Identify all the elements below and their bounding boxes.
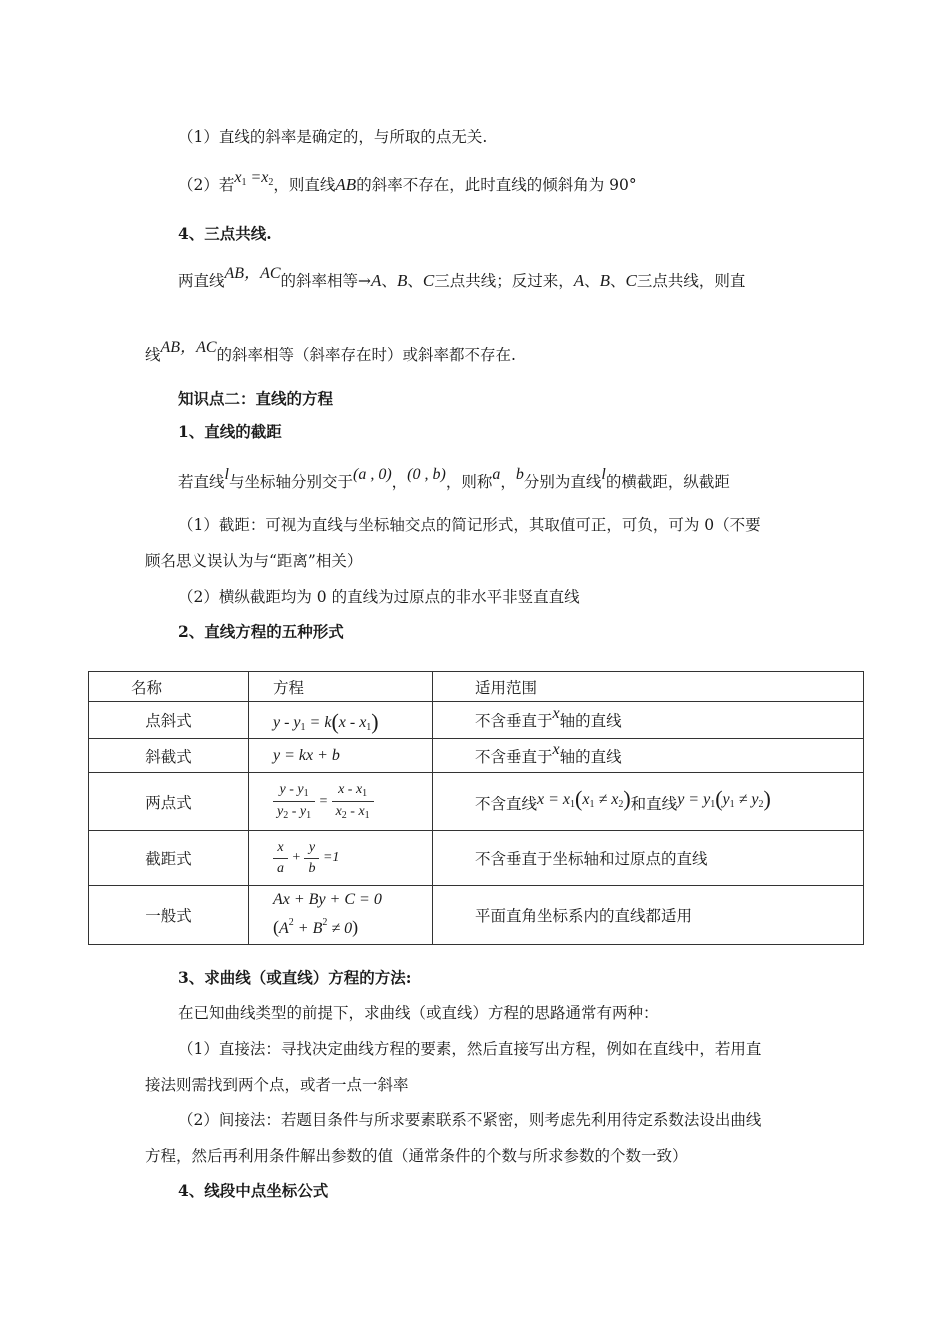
paragraph-slope-undefined bbox=[178, 169, 637, 201]
table-row bbox=[89, 702, 864, 739]
equation-slope-intercept bbox=[249, 739, 433, 773]
math-point-0b: (0 , b) bbox=[407, 466, 446, 483]
heading-five-forms: 2、直线方程的五种形式 bbox=[178, 622, 344, 641]
text: 的斜率相等→ bbox=[280, 272, 372, 290]
text: 分别为直线 bbox=[523, 473, 602, 491]
heading-midpoint-formula: 4、线段中点坐标公式 bbox=[178, 1181, 329, 1200]
var: AC bbox=[260, 265, 281, 282]
text: ，则称 bbox=[445, 473, 493, 491]
paragraph-methods-intro: 在已知曲线类型的前提下，求曲线（或直线）方程的思路通常有两种： bbox=[178, 1004, 659, 1022]
row-name: 截距式 bbox=[89, 831, 249, 886]
row-name: 斜截式 bbox=[89, 739, 249, 773]
paragraph-indirect-method-b: 方程，然后再利用条件解出参数的值（通常条件的个数与所求参数的个数一致） bbox=[145, 1147, 688, 1165]
math-a: A bbox=[371, 271, 382, 290]
row-name: 两点式 bbox=[89, 773, 249, 831]
paragraph-collinear-1 bbox=[178, 265, 746, 292]
math-x: x bbox=[552, 740, 560, 758]
table-row bbox=[89, 831, 864, 886]
comma: ， bbox=[391, 473, 408, 491]
text: ，则直线 bbox=[273, 176, 336, 194]
heading-knowledge-point-2: 知识点二：直线的方程 bbox=[178, 389, 334, 408]
math-x: x bbox=[552, 705, 560, 722]
math-ab-ac bbox=[161, 339, 217, 356]
text: 若直线 bbox=[178, 473, 225, 491]
paragraph-intercept-def bbox=[178, 466, 730, 493]
text: 线 bbox=[145, 346, 161, 364]
paragraph-indirect-method-a: （2）间接法：若题目条件与所求要素联系不紧密，则考虑先利用待定系数法设出曲线 bbox=[178, 1111, 762, 1129]
operator: = bbox=[246, 169, 262, 186]
table-row bbox=[89, 886, 864, 945]
paragraph-direct-method-b: 接法则需找到两个点，或者一点一斜率 bbox=[145, 1076, 409, 1094]
sep: 、 bbox=[610, 272, 626, 290]
header-name: 名称 bbox=[89, 672, 249, 702]
equation-general bbox=[249, 886, 433, 945]
var: AB bbox=[160, 339, 181, 356]
math-b: b bbox=[515, 466, 524, 483]
var: x bbox=[234, 169, 242, 186]
equation-line-1: Ax + By + C = 0 bbox=[273, 891, 382, 908]
math-c: C bbox=[422, 271, 435, 290]
text: 轴的直线 bbox=[559, 712, 622, 730]
math-a: a bbox=[492, 466, 501, 483]
row-name: 一般式 bbox=[89, 886, 249, 945]
sep: 、 bbox=[381, 272, 397, 290]
comma: ， bbox=[180, 339, 197, 356]
text: 与坐标轴分别交于 bbox=[228, 473, 353, 491]
text: 三点共线，则直 bbox=[636, 272, 746, 290]
paragraph-intercept-note-1b: 顾名思义误认为与“距离”相关） bbox=[145, 552, 363, 570]
slope-determined-text: （1）直线的斜率是确定的，与所取的点无关. bbox=[178, 128, 488, 146]
header-scope: 适用范围 bbox=[433, 672, 864, 702]
equation-intercept: $\frac{x}{a}$ + $\frac{y}{b}$ =1 bbox=[249, 831, 433, 886]
equation-line-2: $(A^2 + B^2 \ne 0)$ bbox=[273, 917, 359, 937]
table-row bbox=[89, 739, 864, 773]
text: 的斜率相等（斜率存在时）或斜率都不存在. bbox=[216, 346, 516, 364]
math-c: C bbox=[625, 271, 637, 290]
table-row bbox=[89, 773, 864, 831]
text: 和直线 bbox=[630, 794, 678, 813]
paragraph-direct-method-a: （1）直接法：寻找决定曲线方程的要素，然后直接写出方程，例如在直线中，若用直 bbox=[178, 1040, 762, 1058]
table-header-row bbox=[89, 672, 864, 702]
heading-collinear: 4、三点共线. bbox=[178, 224, 272, 243]
row-scope bbox=[433, 739, 864, 773]
var: x bbox=[261, 169, 269, 186]
row-name: 点斜式 bbox=[89, 702, 249, 739]
header-equation: 方程 bbox=[249, 672, 433, 702]
text: 的斜率不存在，此时直线的倾斜角为 90° bbox=[356, 176, 637, 194]
paragraph-intercept-note-2: （2）横纵截距均为 0 的直线为过原点的非水平非竖直直线 bbox=[178, 588, 580, 606]
subscript: 2 bbox=[268, 177, 274, 188]
row-scope: 平面直角坐标系内的直线都适用 bbox=[433, 886, 864, 945]
row-scope: 不含直线$x = x_1(x_1 \ne x_2)$和直线$y = y_1(y_1 \ne y_2)$ bbox=[433, 773, 864, 831]
text: （2）若 bbox=[178, 176, 235, 194]
math-x1 bbox=[234, 169, 273, 186]
math-ab: AB bbox=[335, 175, 357, 194]
comma: ， bbox=[244, 265, 261, 282]
row-scope bbox=[433, 702, 864, 739]
math-point-a0: (a , 0) bbox=[352, 466, 392, 483]
equation-text: y = kx + b bbox=[273, 747, 340, 764]
heading-methods: 3、求曲线（或直线）方程的方法: bbox=[178, 968, 412, 987]
sep: 、 bbox=[407, 272, 423, 290]
math-l: l bbox=[601, 466, 606, 483]
equation-point-slope: $y - y_1 = k(x - x_1)$ bbox=[249, 702, 433, 739]
text: 不含垂直于 bbox=[475, 712, 553, 730]
paragraph-intercept-note-1a: （1）截距：可视为直线与坐标轴交点的简记形式，其取值可正，可负，可为 0（不要 bbox=[178, 516, 761, 534]
math-b: B bbox=[396, 271, 408, 290]
math-b: B bbox=[599, 271, 610, 290]
paragraph-slope-determined bbox=[178, 127, 487, 147]
subscript: 1 bbox=[241, 177, 247, 188]
math-ab-ac bbox=[225, 265, 281, 282]
sep: 、 bbox=[584, 272, 600, 290]
heading-intercept: 1、直线的截距 bbox=[178, 422, 282, 441]
text: 不含直线 bbox=[475, 794, 538, 813]
var: AB bbox=[224, 265, 245, 282]
equation-tail: =1 bbox=[319, 850, 340, 866]
paragraph-collinear-2 bbox=[145, 339, 516, 366]
line-equation-forms-table bbox=[88, 671, 864, 945]
row-scope: 不含垂直于坐标轴和过原点的直线 bbox=[433, 831, 864, 886]
math-l: l bbox=[224, 466, 229, 483]
math-a: A bbox=[573, 271, 585, 290]
equation-two-point: $\frac{y - y_1}{y_2 - y_1}$ = $\frac{x - x_1}{x_2 - x_1}$ bbox=[249, 773, 433, 831]
comma: ， bbox=[500, 473, 516, 491]
var: AC bbox=[196, 339, 217, 356]
text: 不含垂直于 bbox=[475, 747, 553, 766]
text: 三点共线；反过来， bbox=[434, 272, 574, 290]
text: 两直线 bbox=[178, 272, 225, 290]
text: 轴的直线 bbox=[559, 747, 622, 766]
text: 的横截距，纵截距 bbox=[605, 473, 730, 491]
